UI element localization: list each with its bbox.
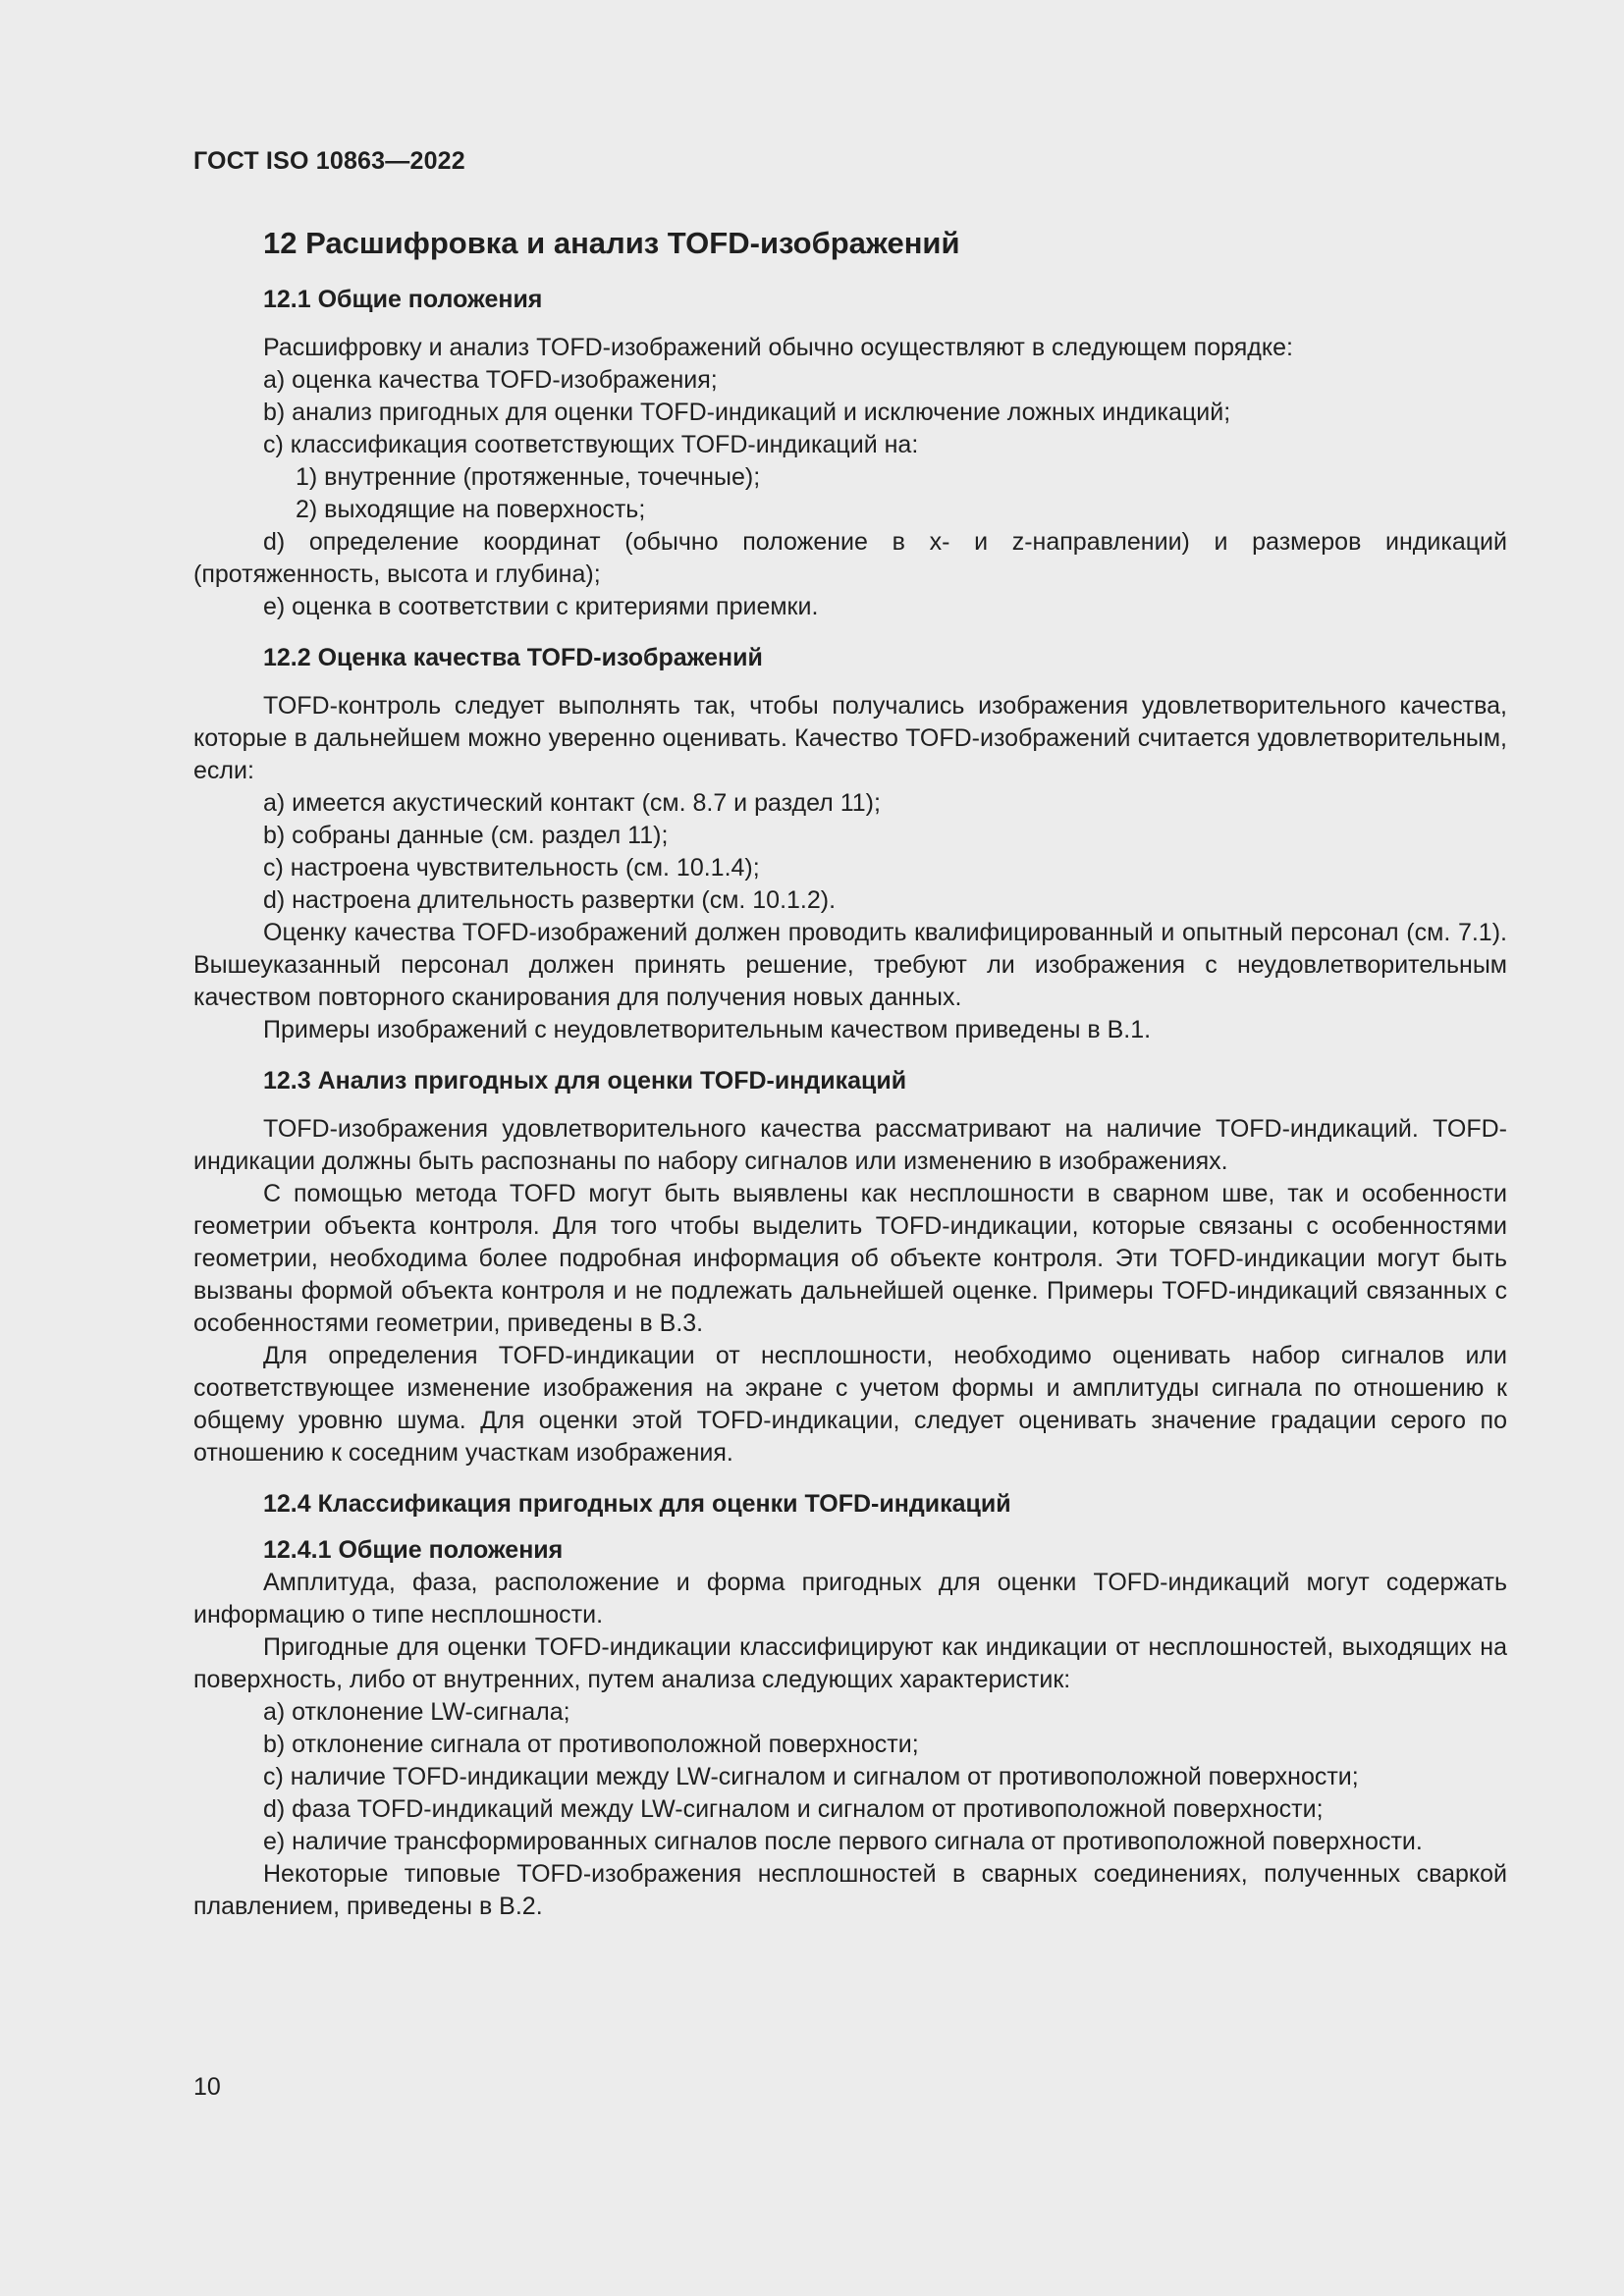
list-item: e) оценка в соответствии с критериями приемки. xyxy=(263,593,819,620)
paragraph: Некоторые типовые TOFD-изображения несплошностей в сварных соединениях, полученных сваркой плавлением, приведены в В.2. xyxy=(193,1860,1507,1920)
list-item: c) классификация соответствующих TOFD-индикаций на: xyxy=(263,431,919,458)
list-item: b) анализ пригодных для оценки TOFD-индикаций и исключение ложных индикаций; xyxy=(263,399,1231,426)
page-number: 10 xyxy=(193,2073,221,2101)
section-12-2-heading: 12.2 Оценка качества TOFD-изображений xyxy=(263,644,763,671)
list-item: a) отклонение LW-сигнала; xyxy=(263,1698,570,1726)
paragraph: TOFD-контроль следует выполнять так, чтобы получались изображения удовлетворительного качества, которые в дальнейшем можно уверенно оценивать. Качество TOFD-изображений считается удовлетворительным, если: xyxy=(193,692,1507,784)
document-header: ГОСТ ISO 10863—2022 xyxy=(193,147,465,175)
page-content xyxy=(193,224,1507,1923)
section-12-3-heading: 12.3 Анализ пригодных для оценки TOFD-индикаций xyxy=(263,1067,907,1095)
list-item: c) наличие TOFD-индикации между LW-сигналом и сигналом от противоположной поверхности; xyxy=(263,1763,1359,1790)
list-item: d) фаза TOFD-индикаций между LW-сигналом и сигналом от противоположной поверхности; xyxy=(263,1795,1324,1823)
paragraph: Для определения TOFD-индикации от несплошности, необходимо оценивать набор сигналов или соответствующее изменение изображения на экране с учетом формы и амплитуды сигнала по отношению к общему уровню шума. Для оценки этой TOFD-индикации, следует оценивать значение градации серого по отношению к соседним участкам изображения. xyxy=(193,1342,1507,1467)
list-item: a) оценка качества TOFD-изображения; xyxy=(263,366,718,394)
paragraph: Пригодные для оценки TOFD-индикации классифицируют как индикации от несплошностей, выходящих на поверхность, либо от внутренних, путем анализа следующих характеристик: xyxy=(193,1633,1507,1693)
paragraph: Примеры изображений с неудовлетворительным качеством приведены в В.1. xyxy=(263,1016,1152,1043)
paragraph: Оценку качества TOFD-изображений должен проводить квалифицированный и опытный персонал (см. 7.1). Вышеуказанный персонал должен принять решение, требуют ли изображения с неудовлетворительным качеством повторного сканирования для получения новых данных. xyxy=(193,919,1507,1011)
list-item: b) собраны данные (см. раздел 11); xyxy=(263,822,669,849)
list-item: 1) внутренние (протяженные, точечные); xyxy=(296,463,761,491)
list-item: 2) выходящие на поверхность; xyxy=(296,496,646,523)
list-item: d) настроена длительность развертки (см. 10.1.2). xyxy=(263,886,837,914)
section-12-4-heading: 12.4 Классификация пригодных для оценки TOFD-индикаций xyxy=(263,1490,1011,1518)
section-12-4-1-heading: 12.4.1 Общие положения xyxy=(263,1536,564,1564)
section-12-heading: 12 Расшифровка и анализ TOFD-изображений xyxy=(263,226,960,260)
list-item: a) имеется акустический контакт (см. 8.7 и раздел 11); xyxy=(263,789,881,817)
paragraph: С помощью метода TOFD могут быть выявлены как несплошности в сварном шве, так и особенности геометрии объекта контроля. Для того чтобы выделить TOFD-индикации, которые связаны с особенностями геометрии, необходима более подробная информация об объекте контроля. Эти TOFD-индикации могут быть вызваны формой объекта контроля и не подлежать дальнейшей оценке. Примеры TOFD-индикаций связанных с особенностями геометрии, приведены в В.3. xyxy=(193,1180,1507,1337)
paragraph: TOFD-изображения удовлетворительного качества рассматривают на наличие TOFD-индикаций. TOFD-индикации должны быть распознаны по набору сигналов или изменению в изображениях. xyxy=(193,1115,1507,1175)
list-item: b) отклонение сигнала от противоположной поверхности; xyxy=(263,1731,919,1758)
list-item: c) настроена чувствительность (см. 10.1.4); xyxy=(263,854,760,881)
section-12-1-heading: 12.1 Общие положения xyxy=(263,286,543,313)
list-item: d) определение координат (обычно положение в x- и z-направлении) и размеров индикаций (протяженность, высота и глубина); xyxy=(193,528,1507,588)
section-12-1-intro: Расшифровку и анализ TOFD-изображений обычно осуществляют в следующем порядке: xyxy=(263,334,1293,361)
list-item: e) наличие трансформированных сигналов после первого сигнала от противоположной поверхности. xyxy=(263,1828,1423,1855)
paragraph: Амплитуда, фаза, расположение и форма пригодных для оценки TOFD-индикаций могут содержать информацию о типе несплошности. xyxy=(193,1569,1507,1629)
